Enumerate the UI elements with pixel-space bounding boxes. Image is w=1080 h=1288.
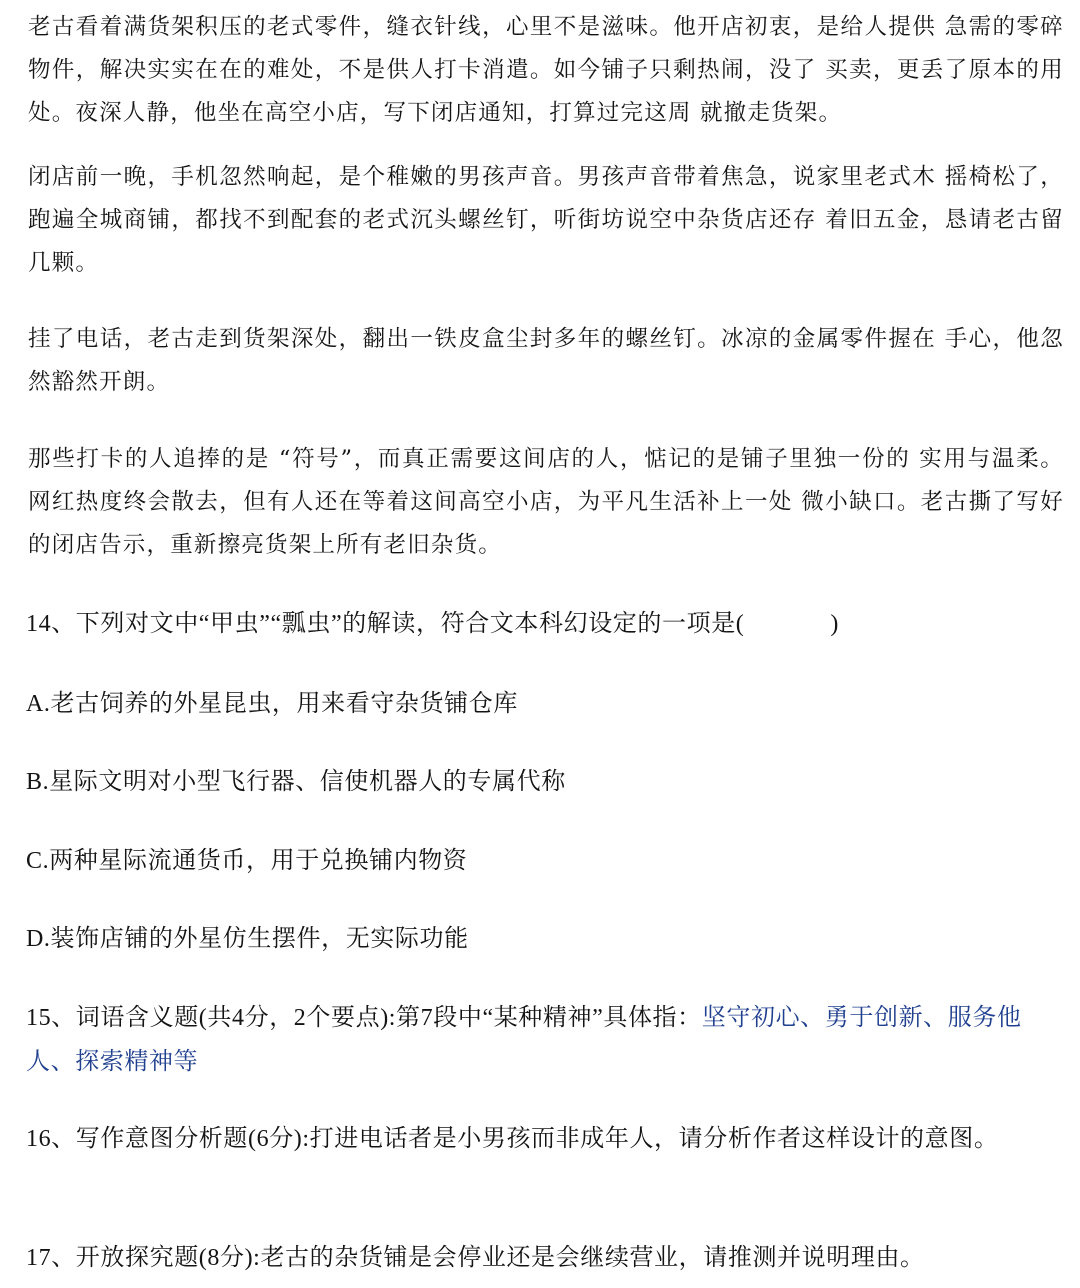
option-c: C.两种星际流通货币，用于兑换铺内物资: [26, 848, 468, 874]
question-14-close-paren: ): [830, 611, 839, 637]
question-16-stem: 16、写作意图分析题(6分):打进电话者是小男孩而非成年人，请分析作者这样设计的意图。: [26, 1126, 999, 1152]
question-17-stem: 17、开放探究题(8分):老古的杂货铺是会停业还是会继续营业，请推测并说明理由。: [26, 1245, 925, 1271]
question-15-stem: [26, 996, 1066, 1084]
passage-paragraph-2: 闭店前一晚，手机忽然响起，是个稚嫩的男孩声音。男孩声音带着焦急，说家里老式木 摇椅松了，跑遍全城商铺，都找不到配套的老式沉头螺丝钉，听街坊说空中杂货店还存 着旧五金，恳请老古留几颗。: [28, 164, 1064, 276]
option-a: A.老古饲养的外星昆虫，用来看守杂货铺仓库: [26, 691, 518, 717]
passage-paragraph-4: 那些打卡的人追捧的是 “符号”，而真正需要这间店的人，惦记的是铺子里独一份的 实用与温柔。网红热度终会散去，但有人还在等着这间高空小店，为平凡生活补上一处 微小缺口。老古撕了写好的闭店告示，重新擦亮货架上所有老旧杂货。: [28, 446, 1064, 558]
option-b: B.星际文明对小型飞行器、信使机器人的专属代称: [26, 769, 566, 795]
question-14-text: 14、下列对文中“甲虫”“瓢虫”的解读，符合文本科幻设定的一项是(: [26, 611, 745, 637]
question-15-text: 15、词语含义题(共4分，2个要点):第7段中“某种精神”具体指：: [26, 1005, 702, 1031]
option-d: D.装饰店铺的外星仿生摆件，无实际功能: [26, 926, 469, 952]
passage-paragraph-3: 挂了电话，老古走到货架深处，翻出一铁皮盒尘封多年的螺丝钉。冰凉的金属零件握在 手心，他忽然豁然开朗。: [28, 326, 1064, 395]
question-15-answer: 坚守初心、勇于创新、服务他人、探索精神等: [26, 1005, 1022, 1075]
question-14-stem: [26, 602, 1066, 646]
passage-paragraph-1: 老古看着满货架积压的老式零件，缝衣针线，心里不是滋味。他开店初衷，是给人提供 急需的零碎物件，解决实实在在的难处，不是供人打卡消遣。如今铺子只剩热闹，没了 买卖，更丢了原本的用处。夜深人静，他坐在高空小店，写下闭店通知，打算过完这周 就撤走货架。: [28, 14, 1064, 126]
